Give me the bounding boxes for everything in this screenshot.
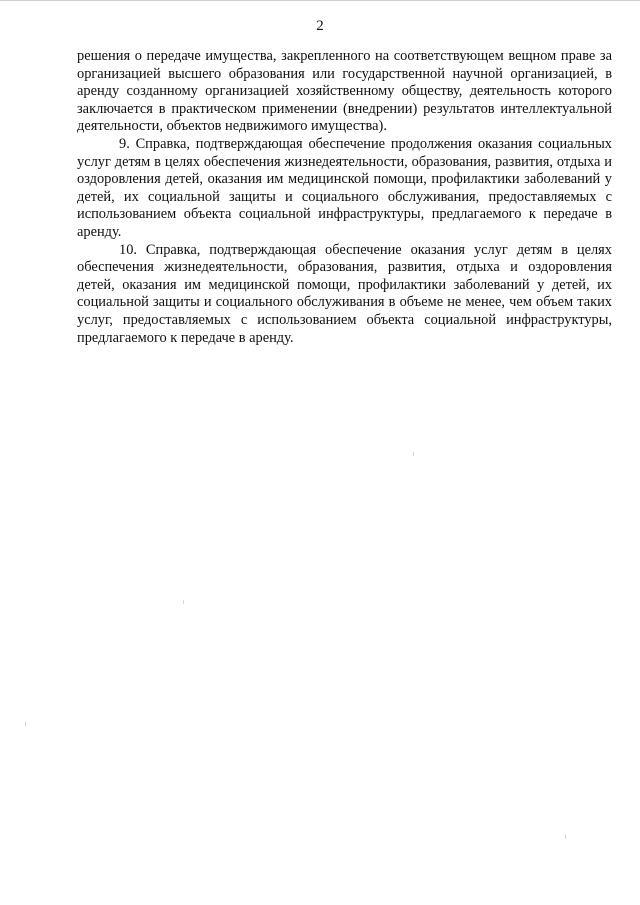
scan-speck — [183, 600, 184, 604]
scan-speck — [565, 835, 566, 839]
document-body — [77, 48, 612, 347]
scan-top-edge — [0, 0, 640, 1]
scan-speck — [25, 722, 26, 726]
paragraph-item-9: 9. Справка, подтверждающая обеспечение продолжения оказания социальных услуг детям в целях обеспечения жизнедеятельности, образования, развития, отдыха и оздоровления детей, оказания им медицинской помощи, профилактики заболеваний у детей, их социальной защиты и социального обслуживания, предоставляемых с использованием объекта социальной инфраструктуры, предлагаемого к передаче в аренду. — [77, 135, 612, 240]
scan-speck — [413, 452, 414, 456]
paragraph-item-10: 10. Справка, подтверждающая обеспечение оказания услуг детям в целях обеспечения жизнедеятельности, образования, развития, отдыха и оздоровления детей, оказания им медицинской помощи, профилактики заболеваний у детей, их социальной защиты и социального обслуживания в объеме не менее, чем объем таких услуг, предоставляемых с использованием объекта социальной инфраструктуры, предлагаемого к передаче в аренду. — [77, 241, 612, 346]
paragraph-continuation: решения о передаче имущества, закрепленного на соответствующем вещном праве за организацией высшего образования или государственной научной организацией, в аренду созданному организацией хозяйственному обществу, деятельность которого заключается в практическом применении (внедрении) результатов интеллектуальной деятельности, объектов недвижимого имущества). — [77, 48, 612, 135]
page-number: 2 — [316, 18, 324, 34]
